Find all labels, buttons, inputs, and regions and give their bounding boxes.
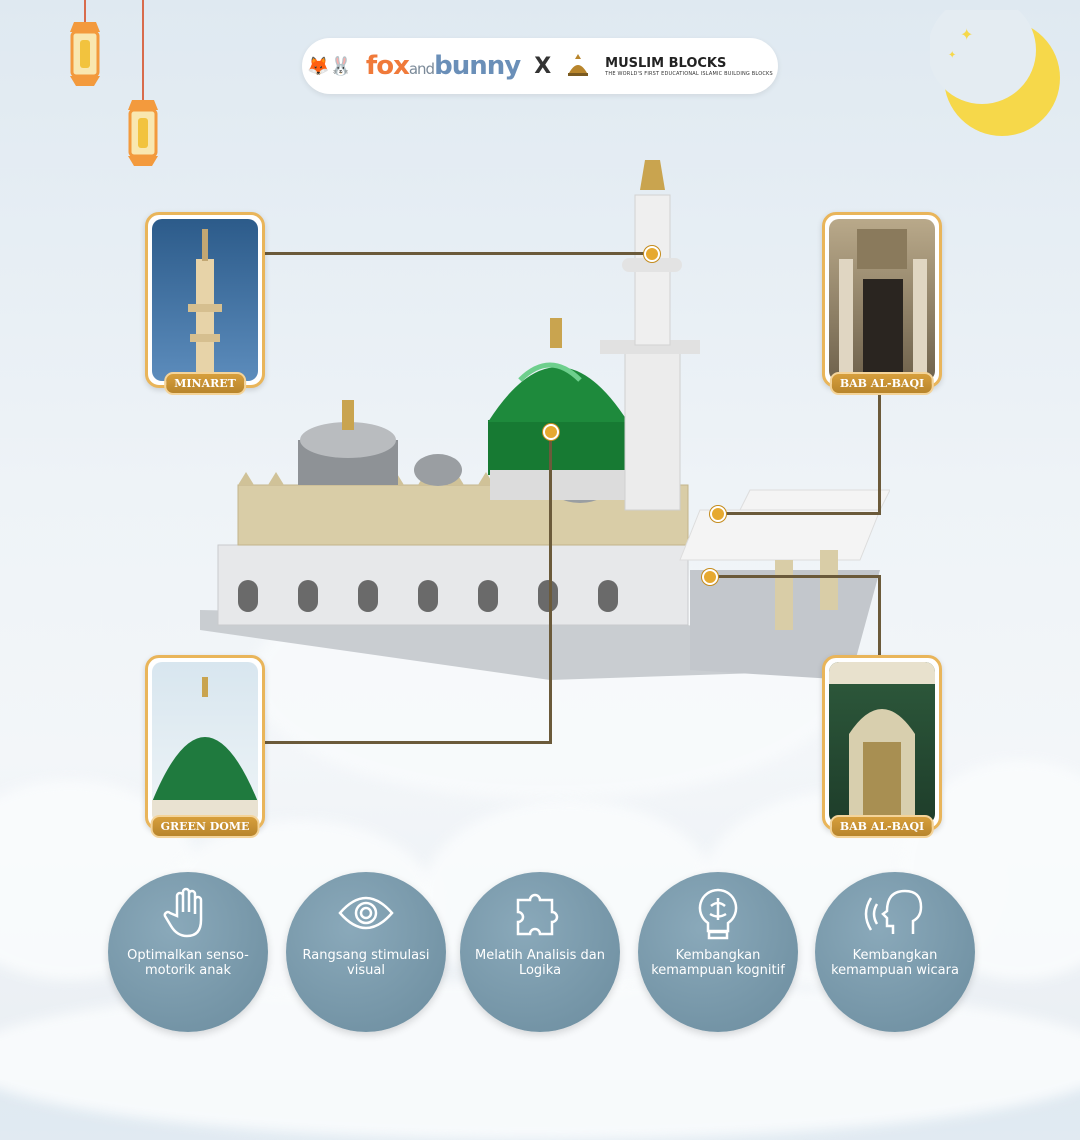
callout-label: BAB AL-BAQI: [830, 815, 934, 838]
mosque-logo-icon: [565, 51, 591, 81]
callout-label: BAB AL-BAQI: [830, 372, 934, 395]
lantern-decoration-2: [118, 0, 168, 180]
feature-label: Melatih Analisis dan Logika: [475, 948, 605, 978]
callout-dot-bab-al-baqi-1: [710, 506, 726, 522]
bab-al-baqi-photo-1: [829, 219, 935, 381]
hand-icon: [163, 886, 213, 940]
brand-header: [302, 38, 778, 94]
feature-logic: [460, 872, 620, 1032]
callout-card-minaret: [145, 212, 265, 388]
callout-card-green-dome: [145, 655, 265, 831]
callout-card-bab-al-baqi-2: [822, 655, 942, 831]
muslim-blocks-logo: MUSLIM BLOCKS THE WORLD'S FIRST EDUCATIONAL ISLAMIC BUILDING BLOCKS: [605, 55, 773, 77]
callout-label: GREEN DOME: [151, 815, 260, 838]
callout-card-bab-al-baqi-1: [822, 212, 942, 388]
eye-icon: [336, 886, 396, 940]
callout-dot-minaret: [644, 246, 660, 262]
feature-label: Optimalkan senso-motorik anak: [127, 948, 249, 978]
feature-sensomotoric: [108, 872, 268, 1032]
minaret-photo: [152, 219, 258, 381]
svg-text:✦: ✦: [960, 25, 974, 44]
feature-speech: [815, 872, 975, 1032]
puzzle-icon: [510, 886, 570, 946]
mosque-model-image: [190, 150, 890, 690]
green-dome-photo: [152, 662, 258, 824]
brain-icon: [693, 886, 743, 944]
feature-visual: [286, 872, 446, 1032]
speech-icon: [863, 886, 927, 942]
foxandbunny-logo: foxandbunny: [365, 51, 521, 81]
collab-separator: X: [534, 53, 552, 79]
feature-label: Kembangkan kemampuan wicara: [831, 948, 959, 978]
feature-cognitive: [638, 872, 798, 1032]
feature-label: Kembangkan kemampuan kognitif: [651, 948, 785, 978]
callout-label: MINARET: [164, 372, 246, 395]
lantern-decoration-1: [60, 0, 110, 100]
feature-label: Rangsang stimulasi visual: [302, 948, 430, 978]
callout-dot-green-dome: [543, 424, 559, 440]
bab-al-baqi-photo-2: [829, 662, 935, 824]
svg-text:✦: ✦: [948, 50, 957, 61]
fox-bunny-logo-icon: 🦊🐰: [307, 55, 352, 77]
callout-dot-bab-al-baqi-2: [702, 569, 718, 585]
crescent-moon-decoration: [930, 10, 1070, 140]
